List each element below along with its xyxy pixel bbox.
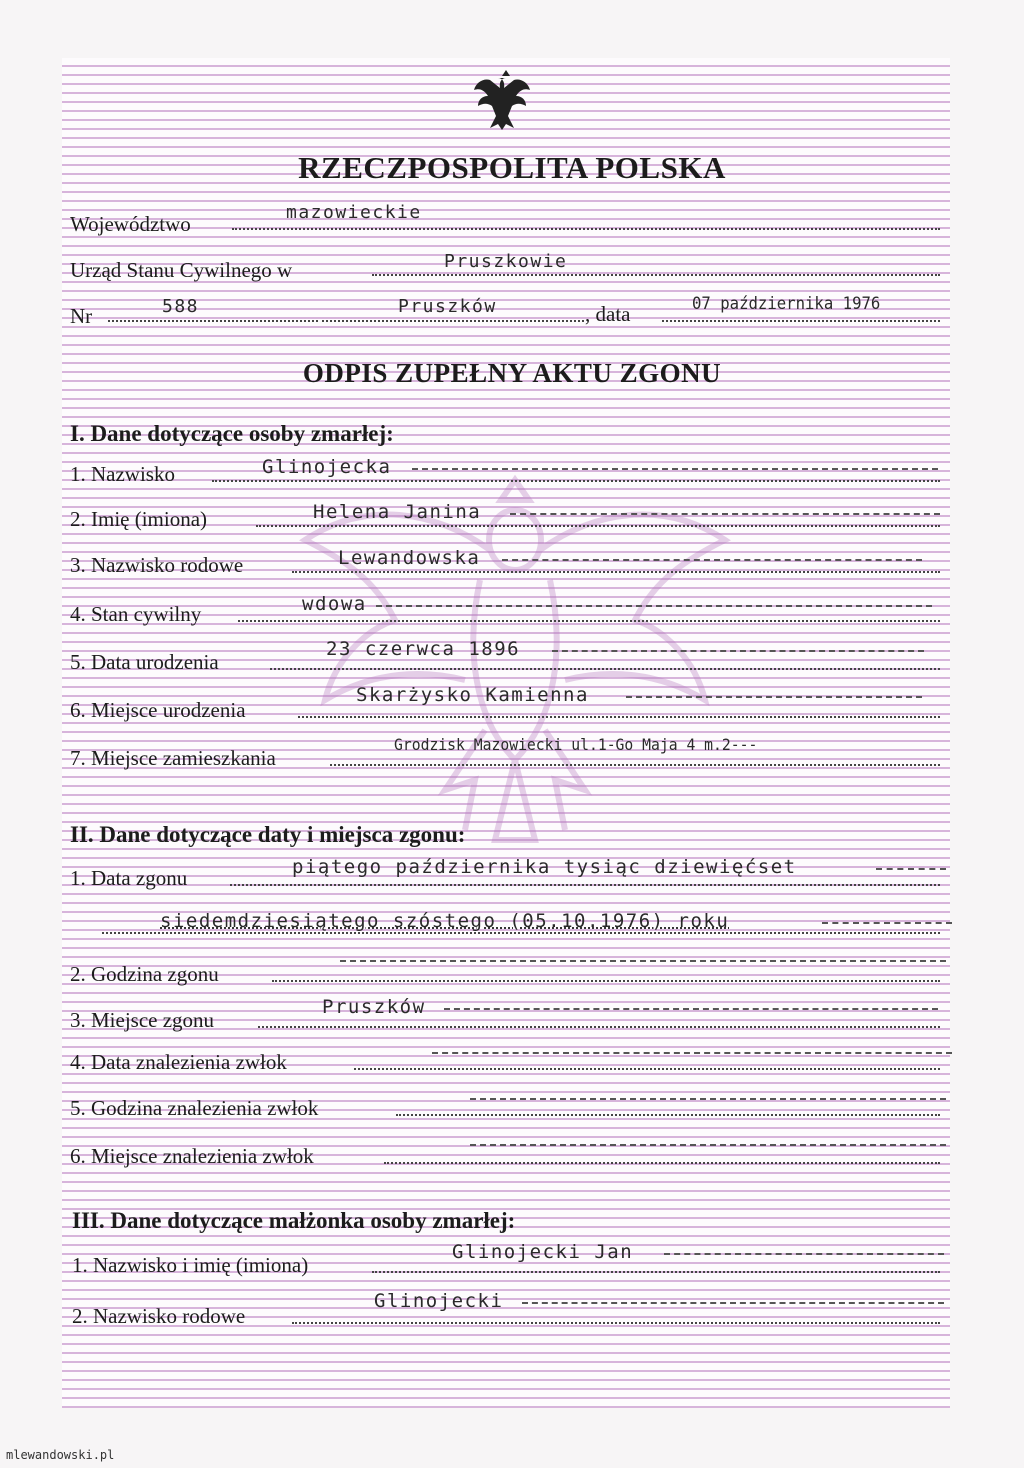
dotted-line <box>238 620 940 622</box>
eagle-watermark-icon <box>285 470 745 860</box>
field-label: 7. Miejsce zamieszkania <box>70 746 276 770</box>
birth-place-value: Skarżysko Kamienna <box>356 684 589 706</box>
fill-dash <box>626 696 922 698</box>
fill-dash <box>376 605 932 607</box>
date-value: 07 października 1976 <box>692 294 881 314</box>
death-date-line1-value: piątego października tysiąc dziewięćset <box>292 856 797 878</box>
fill-dash <box>432 1052 952 1054</box>
field-label: 6. Miejsce urodzenia <box>70 698 246 722</box>
marital-status-value: wdowa <box>302 593 367 615</box>
dotted-line <box>256 525 940 527</box>
field-label: 3. Miejsce zgonu <box>70 1008 215 1032</box>
document-title: ODPIS ZUPEŁNY AKTU ZGONU <box>302 358 722 388</box>
dotted-line <box>292 571 940 573</box>
fill-dash <box>444 1008 938 1010</box>
field-label: 2. Imię (imiona) <box>70 507 208 531</box>
birth-date-value: 23 czerwca 1896 <box>326 638 521 660</box>
dotted-line <box>330 764 940 766</box>
dotted-line <box>230 884 940 886</box>
maiden-name-value: Lewandowska <box>338 547 481 569</box>
fill-dash <box>552 650 924 652</box>
voivodeship-value: mazowieckie <box>286 202 422 223</box>
dotted-line <box>108 320 318 322</box>
dotted-line <box>292 1322 940 1324</box>
nr-value: 588 <box>162 296 200 317</box>
death-date-line2-value: siedemdziesiątego szóstego (05.10.1976) roku <box>160 910 730 932</box>
site-watermark: mlewandowski.pl <box>6 1448 115 1462</box>
spouse-name-value: Glinojecki Jan <box>452 1241 634 1263</box>
fill-dash <box>470 1098 946 1100</box>
dotted-line <box>396 1114 940 1116</box>
section-2-heading: II. Dane dotyczące daty i miejsca zgonu: <box>70 822 466 847</box>
date-label: , data <box>585 302 631 326</box>
spouse-maiden-value: Glinojecki <box>374 1290 504 1312</box>
field-label: 2. Nazwisko rodowe <box>72 1304 246 1328</box>
dotted-line <box>232 228 940 230</box>
section-1-heading: I. Dane dotyczące osoby zmarłej: <box>70 421 394 446</box>
fill-dash <box>502 559 922 561</box>
eagle-emblem-icon <box>470 66 542 136</box>
dotted-line <box>298 716 940 718</box>
voivodeship-label: Województwo <box>70 212 191 236</box>
dotted-line <box>372 1271 940 1273</box>
fill-dash <box>822 922 952 924</box>
dotted-line <box>372 274 940 276</box>
office-label: Urząd Stanu Cywilnego w <box>70 258 293 282</box>
first-names-value: Helena Janina <box>313 501 482 523</box>
field-label: 4. Data znalezienia zwłok <box>70 1050 287 1074</box>
field-label: 1. Nazwisko i imię (imiona) <box>72 1253 309 1277</box>
dotted-line <box>270 668 940 670</box>
field-label: 6. Miejsce znalezienia zwłok <box>70 1144 314 1168</box>
death-place-value: Pruszków <box>322 996 426 1018</box>
field-label: 2. Godzina zgonu <box>70 962 219 986</box>
place-value: Pruszków <box>398 296 497 317</box>
field-label: 1. Nazwisko <box>70 462 175 486</box>
fill-dash <box>510 513 940 515</box>
fill-dash <box>664 1253 944 1255</box>
fill-dash <box>876 868 946 870</box>
section-3-heading: III. Dane dotyczące małżonka osoby zmarłej: <box>72 1208 516 1233</box>
country-title: RZECZPOSPOLITA POLSKA <box>298 150 726 185</box>
fill-dash <box>340 960 946 962</box>
dotted-line <box>212 480 940 482</box>
dotted-line <box>258 1026 940 1028</box>
fill-dash <box>412 468 938 470</box>
nr-label: Nr <box>70 304 93 328</box>
dotted-line <box>354 1068 940 1070</box>
dotted-line <box>322 320 584 322</box>
fill-dash <box>522 1302 944 1304</box>
office-value: Pruszkowie <box>444 251 568 272</box>
dotted-line <box>272 980 940 982</box>
field-label: 5. Data urodzenia <box>70 650 219 674</box>
dotted-line <box>662 320 940 322</box>
field-label: 5. Godzina znalezienia zwłok <box>70 1096 319 1120</box>
field-label: 4. Stan cywilny <box>70 602 202 626</box>
field-label: 3. Nazwisko rodowe <box>70 553 244 577</box>
dotted-line <box>384 1162 940 1164</box>
field-label: 1. Data zgonu <box>70 866 188 890</box>
residence-value: Grodzisk Mazowiecki ul.1-Go Maja 4 m.2--- <box>394 735 758 754</box>
fill-dash <box>470 1144 946 1146</box>
dotted-line <box>102 932 940 934</box>
surname-value: Glinojecka <box>262 456 392 478</box>
